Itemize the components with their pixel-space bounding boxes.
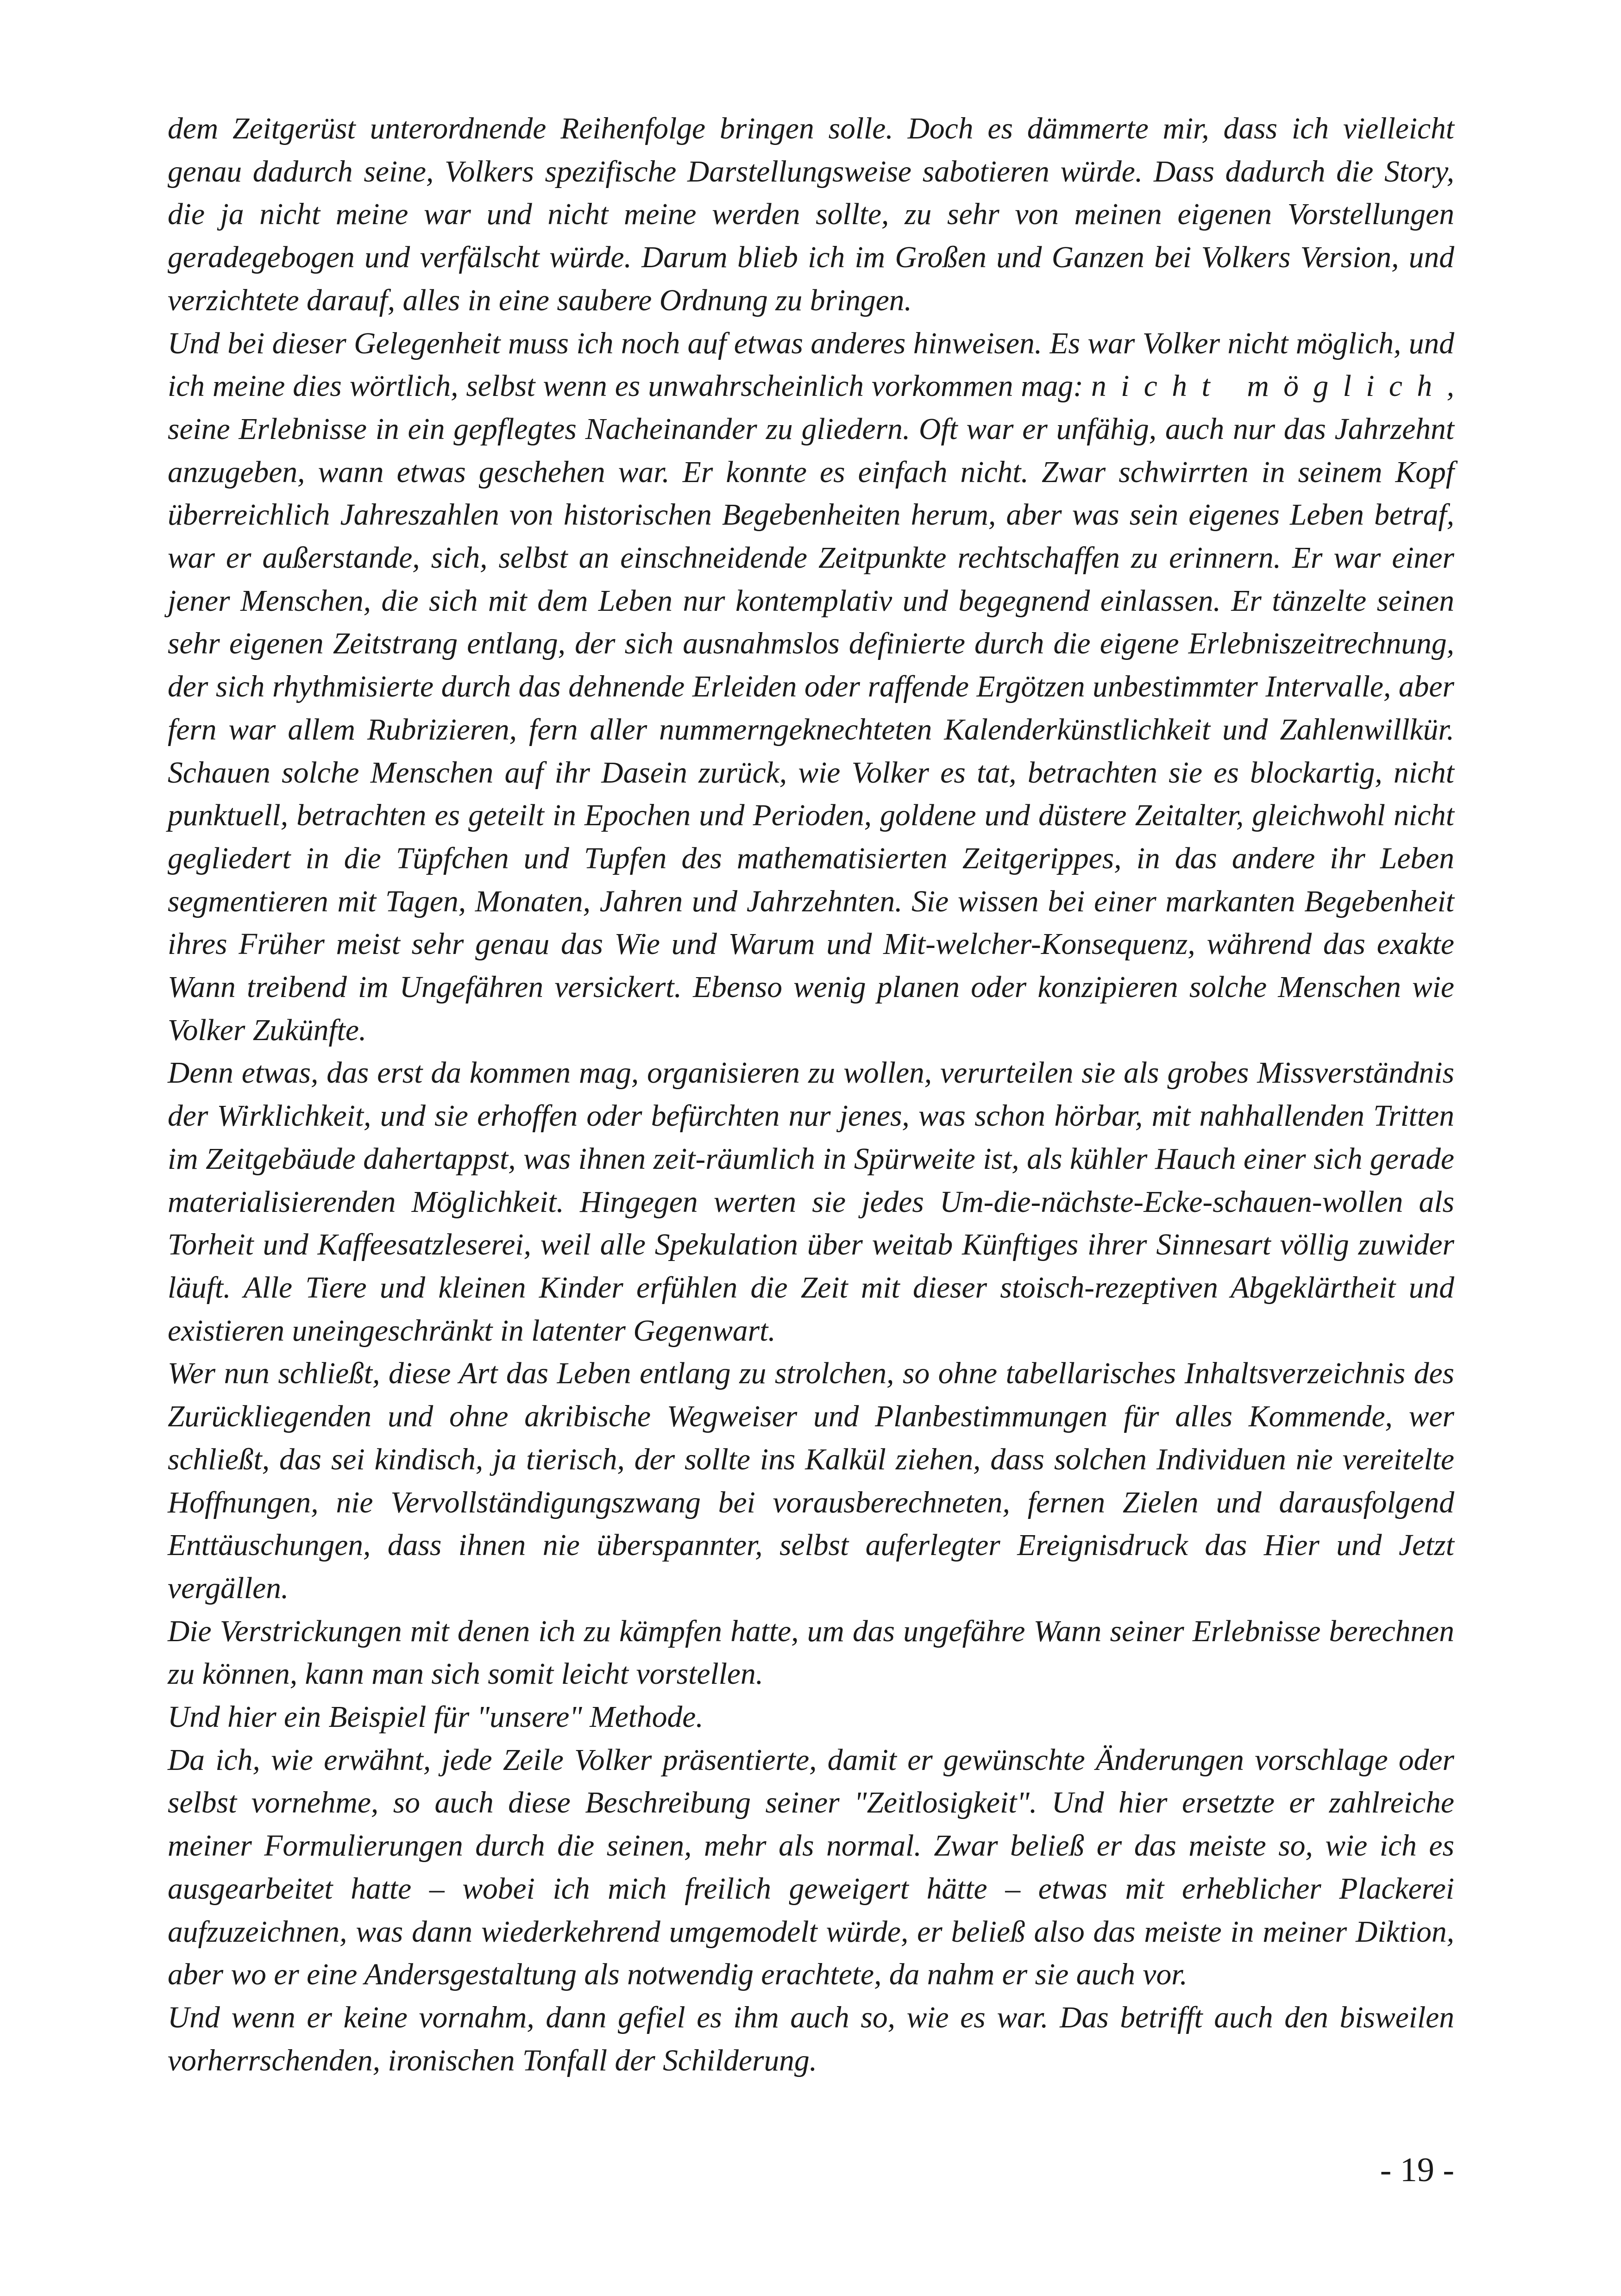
paragraph-2-start: Und bei dieser Gelegenheit muss ich noch auf etwas anderes hinweisen. Es war Volker nicht möglich, und ich meine dies wörtlich, selbst wenn es unwahrscheinlich vorkommen mag: bbox=[168, 326, 1454, 403]
body-text bbox=[168, 107, 1454, 2082]
paragraph-4: Wer nun schließt, diese Art das Leben entlang zu strolchen, so ohne tabellarisches Inhaltsverzeichnis des Zurückliegenden und ohne akribische Wegweiser und Planbestimmungen für alles Kommende, wer schließt, das sei kindisch, ja tierisch, der sollte ins Kalkül ziehen, dass solchen Individuen nie vereitelte Hoffnungen, nie Vervollständigungszwang bei vorausberechneten, fernen Zielen und darausfolgend Enttäuschungen, dass ihnen nie überspannter, selbst auferlegter Ereignisdruck das Hier und Jetzt vergällen. bbox=[168, 1357, 1454, 1605]
letterspaced-emphasis: nicht möglich bbox=[1091, 370, 1447, 403]
paragraph-2-end: , seine Erlebnisse in ein gepflegtes Nacheinander zu gliedern. Oft war er unfähig, auch nur das Jahrzehnt anzugeben, wann etwas geschehen war. Er konnte es einfach nicht. Zwar schwirrten in seinem Kopf überreichlich Jahreszahlen von historischen Begebenheiten herum, aber was sein eigenes Leben betraf, war er außerstande, sich, selbst an einschneidende Zeitpunkte rechtschaffen zu erinnern. Er war einer jener Menschen, die sich mit dem Leben nur kontemplativ und begegnend einlassen. Er tänzelte seinen sehr eigenen Zeitstrang entlang, der sich ausnahmslos definierte durch die eigene Erlebniszeitrechnung, der sich rhythmisierte durch das dehnende Erleiden oder raffende Ergötzen unbestimmter Intervalle, aber fern war allem Rubrizieren, fern aller nummerngeknechteten Kalenderkünstlichkeit und Zahlenwillkür. Schauen solche Menschen auf ihr Dasein zurück, wie Volker es tat, betrachten sie es blockartig, nicht punktuell, betrachten es geteilt in Epochen und Perioden, goldene und düstere Zeitalter, gleichwohl nicht gegliedert in die Tüpfchen und Tupfen des mathematisierten Zeitgerippes, in das andere ihr Leben segmentieren mit Tagen, Monaten, Jahren und Jahrzehnten. Sie wissen bei einer markanten Begebenheit ihres Früher meist sehr genau das Wie und Warum und Mit-welcher-Konsequenz, während das exakte Wann treibend im Ungefähren versickert. Ebenso wenig planen oder konzipieren solche Menschen wie Volker Zukünfte. bbox=[168, 370, 1454, 1047]
paragraph-5: Die Verstrickungen mit denen ich zu kämpfen hatte, um das ungefähre Wann seiner Erlebnisse berechnen zu können, kann man sich somit leicht vorstellen. bbox=[168, 1614, 1454, 1691]
page-number: - 19 - bbox=[1380, 2151, 1454, 2189]
paragraph-1: dem Zeitgerüst unterordnende Reihenfolge bringen solle. Doch es dämmerte mir, dass ich vielleicht genau dadurch seine, Volkers spezifische Darstellungsweise sabotieren würde. Dass dadurch die Story, die ja nicht meine war und nicht meine werden sollte, zu sehr von meinen eigenen Vorstellungen geradegebogen und verfälscht würde. Darum blieb ich im Großen und Ganzen bei Volkers Version, und verzichtete darauf, alles in eine saubere Ordnung zu bringen. bbox=[168, 112, 1454, 317]
paragraph-7: Da ich, wie erwähnt, jede Zeile Volker präsentierte, damit er gewünschte Änderungen vorschlage oder selbst vornehme, so auch diese Beschreibung seiner "Zeitlosigkeit". Und hier ersetzte er zahlreiche meiner Formulierungen durch die seinen, mehr als normal. Zwar beließ er das meiste so, wie ich es ausgearbeitet hatte – wobei ich mich freilich geweigert hätte – etwas mit erheblicher Plackerei aufzuzeichnen, was dann wiederkehrend umgemodelt würde, er beließ also das meiste in meiner Diktion, aber wo er eine Andersgestaltung als notwendig erachtete, da nahm er sie auch vor. bbox=[168, 1743, 1454, 1992]
paragraph-6: Und hier ein Beispiel für "unsere" Methode. bbox=[168, 1700, 704, 1734]
paragraph-2 bbox=[168, 322, 1454, 1052]
paragraph-3: Denn etwas, das erst da kommen mag, organisieren zu wollen, verurteilen sie als grobes Missverständnis der Wirklichkeit, und sie erhoffen oder befürchten nur jenes, was schon hörbar, mit nahhallenden Tritten im Zeitgebäude dahertappst, was ihnen zeit-räumlich in Spürweite ist, als kühler Hauch einer sich gerade materialisierenden Möglichkeit. Hingegen werten sie jedes Um-die-nächste-Ecke-schauen-wollen als Torheit und Kaffeesatzleserei, weil alle Spekulation über weitab Künftiges ihrer Sinnesart völlig zuwider läuft. Alle Tiere und kleinen Kinder erfühlen die Zeit mit dieser stoisch-rezeptiven Abgeklärtheit und existieren uneingeschränkt in latenter Gegenwart. bbox=[168, 1056, 1454, 1348]
paragraph-8: Und wenn er keine vornahm, dann gefiel es ihm auch so, wie es war. Das betrifft auch den bisweilen vorherrschenden, ironischen Tonfall der Schilderung. bbox=[168, 2001, 1454, 2077]
